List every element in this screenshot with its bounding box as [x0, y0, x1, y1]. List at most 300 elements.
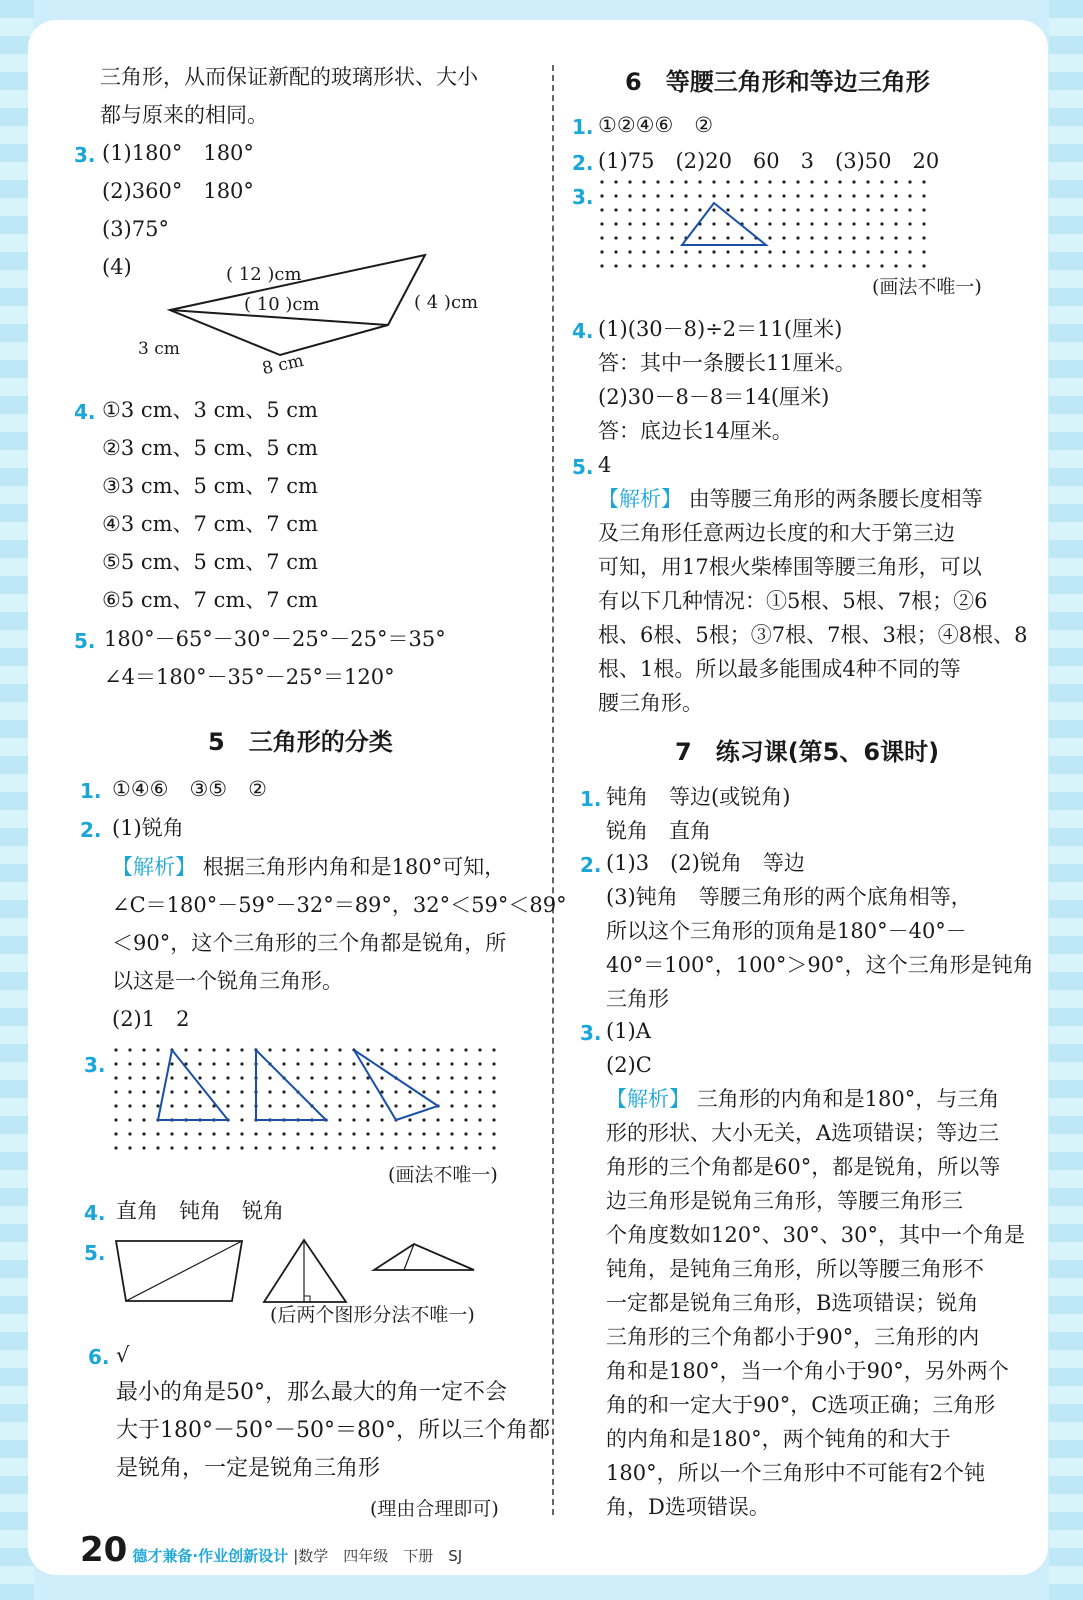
grid-dot	[754, 194, 757, 197]
figure-label-bottom: 8 cm	[260, 350, 306, 380]
explanation-line: 角和是180°，当一个角小于90°，另外两个	[606, 1359, 1009, 1383]
triangle	[354, 1050, 438, 1120]
explanation-line: 角，D选项错误。	[606, 1495, 770, 1519]
grid-dot	[142, 1132, 145, 1135]
grid-dot	[114, 1132, 117, 1135]
grid-dot	[656, 194, 659, 197]
grid-dot	[380, 1076, 383, 1079]
grid-dot	[324, 1048, 327, 1051]
grid-dot	[600, 222, 603, 225]
grid-dot	[128, 1118, 131, 1121]
explanation-line: ＜90°，这个三角形的三个角都是锐角，所	[112, 931, 507, 955]
explanation-line	[598, 484, 983, 514]
grid-dot	[478, 1104, 481, 1107]
grid-dot	[142, 1146, 145, 1149]
grid-dot	[894, 194, 897, 197]
grid-dot	[240, 1062, 243, 1065]
grid-dot	[614, 222, 617, 225]
grid-dot	[436, 1090, 439, 1093]
grid-dot	[642, 236, 645, 239]
grid-dot	[712, 208, 715, 211]
grid-dot	[656, 250, 659, 253]
grid-dot	[240, 1118, 243, 1121]
grid-dot	[184, 1048, 187, 1051]
grid-dot	[128, 1048, 131, 1051]
grid-dot	[198, 1062, 201, 1065]
grid-dot	[478, 1090, 481, 1093]
grid-dot	[422, 1048, 425, 1051]
grid-dot	[768, 250, 771, 253]
grid-dot	[198, 1146, 201, 1149]
grid-dot	[310, 1076, 313, 1079]
question-number: 6.	[88, 1345, 110, 1369]
grid-dot	[240, 1090, 243, 1093]
question-number: 5.	[74, 629, 96, 653]
grid-dot	[810, 208, 813, 211]
grid-dot	[782, 236, 785, 239]
grid-dot	[394, 1104, 397, 1107]
grid-dot	[380, 1118, 383, 1121]
grid-dot	[394, 1146, 397, 1149]
grid-dot	[866, 250, 869, 253]
grid-dot	[698, 208, 701, 211]
grid-dot	[464, 1076, 467, 1079]
grid-dot	[768, 236, 771, 239]
grid-dot	[866, 264, 869, 267]
grid-dot	[352, 1118, 355, 1121]
grid-dot	[128, 1132, 131, 1135]
grid-dot	[268, 1090, 271, 1093]
grid-dot	[366, 1118, 369, 1121]
grid-dot	[156, 1146, 159, 1149]
grid-dot	[464, 1146, 467, 1149]
explanation-line: 180°，所以一个三角形中不可能有2个钝	[606, 1461, 985, 1485]
grid-dot	[142, 1076, 145, 1079]
grid-dot	[726, 222, 729, 225]
grid-dot	[726, 194, 729, 197]
grid-dot	[866, 180, 869, 183]
explanation-line: 的内角和是180°，两个钝角的和大于	[606, 1427, 951, 1451]
grid-dot	[268, 1146, 271, 1149]
grid-dot	[628, 194, 631, 197]
grid-dot	[338, 1048, 341, 1051]
grid-dot	[366, 1146, 369, 1149]
grid-dot	[296, 1076, 299, 1079]
grid-dot	[226, 1076, 229, 1079]
grid-dot	[422, 1132, 425, 1135]
grid-dot	[670, 180, 673, 183]
grid-dot	[838, 236, 841, 239]
grid-dot	[810, 194, 813, 197]
grid-dot	[670, 194, 673, 197]
grid-dot	[422, 1118, 425, 1121]
grid-dot	[492, 1062, 495, 1065]
grid-dot	[352, 1132, 355, 1135]
grid-dot	[492, 1146, 495, 1149]
grid-dot	[408, 1076, 411, 1079]
figure-label-top: ( 12 )cm	[226, 264, 302, 285]
grid-dot	[894, 236, 897, 239]
grid-dot	[422, 1076, 425, 1079]
grid-dot	[324, 1104, 327, 1107]
question-number: 4.	[84, 1201, 106, 1225]
grid-dot	[796, 180, 799, 183]
grid-dot	[450, 1062, 453, 1065]
explanation-line: 角形的三个角都是60°，都是锐角，所以等	[606, 1155, 1001, 1179]
answer: (1)A	[606, 1019, 651, 1043]
grid-dot	[142, 1062, 145, 1065]
grid-dot	[142, 1118, 145, 1121]
grid-dot	[240, 1048, 243, 1051]
grid-dot	[642, 180, 645, 183]
explanation-line: 根、6根、5根；③7根、7根、3根；④8根、8	[598, 623, 1028, 647]
grid-dot	[726, 180, 729, 183]
explanation-text: 由等腰三角形的两条腰长度相等	[688, 487, 983, 511]
grid-dot	[712, 180, 715, 183]
grid-dot	[324, 1146, 327, 1149]
column-divider	[552, 65, 554, 1515]
note: (画法不唯一)	[872, 276, 982, 298]
grid-dot	[268, 1104, 271, 1107]
grid-dot	[796, 250, 799, 253]
grid-dot	[394, 1062, 397, 1065]
grid-dot	[782, 264, 785, 267]
explanation-line: 钝角，是钝角三角形，所以等腰三角形不	[606, 1257, 984, 1281]
page-number: 20	[80, 1530, 128, 1570]
answer: 180°－65°－30°－25°－25°＝35°	[104, 627, 446, 651]
grid-dot	[436, 1048, 439, 1051]
grid-dot	[282, 1090, 285, 1093]
grid-dot	[894, 208, 897, 211]
answer: 40°＝100°，100°＞90°，这个三角形是钝角	[606, 953, 1034, 977]
explanation-line: 及三角形任意两边长度的和大于第三边	[598, 521, 955, 545]
grid-dot	[642, 250, 645, 253]
grid-dot	[450, 1146, 453, 1149]
grid-dot	[922, 222, 925, 225]
grid-dot	[478, 1076, 481, 1079]
answer: (2)C	[606, 1053, 652, 1077]
grid-dot	[824, 194, 827, 197]
grid-dot	[852, 208, 855, 211]
grid-dot	[600, 264, 603, 267]
explanation-line: 根、1根。所以最多能围成4种不同的等	[598, 657, 961, 681]
grid-dot	[768, 264, 771, 267]
grid-dot	[754, 222, 757, 225]
grid-dot	[310, 1062, 313, 1065]
grid-dot	[352, 1076, 355, 1079]
grid-dot	[226, 1048, 229, 1051]
grid-dot	[394, 1132, 397, 1135]
grid-dot	[170, 1146, 173, 1149]
grid-dot	[866, 222, 869, 225]
grid-dot	[282, 1104, 285, 1107]
question-number: 2.	[572, 151, 594, 175]
answer: ①④⑥ ③⑤ ②	[112, 777, 267, 801]
grid-dot	[642, 194, 645, 197]
grid-dot	[282, 1048, 285, 1051]
grid-dot	[614, 264, 617, 267]
grid-dot	[740, 208, 743, 211]
grid-dot	[226, 1090, 229, 1093]
grid-dot	[880, 180, 883, 183]
grid-dot	[908, 236, 911, 239]
grid-dot	[142, 1090, 145, 1093]
grid-dot	[492, 1118, 495, 1121]
grid-dot	[114, 1062, 117, 1065]
question-number: 3.	[84, 1053, 106, 1077]
question-number: 5.	[84, 1241, 106, 1265]
grid-dot	[296, 1062, 299, 1065]
grid-dot	[684, 194, 687, 197]
explanation-line: 边三角形是锐角三角形，等腰三角形三	[606, 1189, 963, 1213]
grid-dot	[282, 1132, 285, 1135]
right-wave-border	[1049, 0, 1083, 1600]
grid-dot	[810, 222, 813, 225]
explanation-line: 个角度数如120°、30°、30°，其中一个角是	[606, 1223, 1026, 1247]
question-number: 2.	[80, 818, 102, 842]
grid-dot	[450, 1132, 453, 1135]
grid-dot	[352, 1104, 355, 1107]
answer: 锐角 直角	[606, 819, 711, 843]
grid-dot	[170, 1104, 173, 1107]
grid-dot	[852, 264, 855, 267]
grid-dot	[600, 194, 603, 197]
grid-dot	[796, 264, 799, 267]
note: (后两个图形分法不唯一)	[270, 1304, 475, 1326]
grid-dot	[614, 180, 617, 183]
grid-dot	[628, 180, 631, 183]
text-line: 三角形，从而保证新配的玻璃形状、大小	[100, 65, 478, 89]
explanation-tag: 【解析】	[112, 855, 196, 879]
grid-dot	[114, 1090, 117, 1093]
grid-dot	[698, 264, 701, 267]
grid-dot	[642, 208, 645, 211]
grid-dot	[614, 194, 617, 197]
grid-dot	[614, 208, 617, 211]
grid-dot	[782, 222, 785, 225]
grid-dot	[212, 1090, 215, 1093]
grid-dot	[114, 1118, 117, 1121]
grid-dot	[282, 1062, 285, 1065]
explanation-line: 角的和一定大于90°，C选项正确；三角形	[606, 1393, 996, 1417]
grid-dot	[338, 1146, 341, 1149]
grid-dot	[880, 222, 883, 225]
grid-dot	[492, 1090, 495, 1093]
triangle	[256, 1050, 326, 1120]
grid-dot	[226, 1062, 229, 1065]
grid-dot	[614, 236, 617, 239]
grid-dot	[824, 208, 827, 211]
grid-dot	[656, 222, 659, 225]
grid-dot	[324, 1090, 327, 1093]
grid-dot	[380, 1062, 383, 1065]
explanation-tag: 【解析】	[606, 1087, 690, 1111]
question-number: 4.	[572, 319, 594, 343]
grid-dot	[726, 250, 729, 253]
answer: (1)180° 180°	[102, 141, 254, 165]
grid-dot	[408, 1146, 411, 1149]
answer: (4)	[102, 255, 132, 279]
grid-dot	[698, 180, 701, 183]
grid-dot	[768, 208, 771, 211]
grid-dot	[852, 194, 855, 197]
grid-dot	[740, 264, 743, 267]
grid-dot	[380, 1132, 383, 1135]
grid-dot	[184, 1104, 187, 1107]
grid-dot	[838, 222, 841, 225]
grid-dot	[866, 208, 869, 211]
footer	[80, 1530, 462, 1570]
grid-dot	[684, 180, 687, 183]
grid-dot	[600, 180, 603, 183]
grid-dot	[366, 1104, 369, 1107]
grid-dot	[128, 1104, 131, 1107]
grid-dot	[628, 222, 631, 225]
grid-dot	[922, 264, 925, 267]
grid-dot	[436, 1062, 439, 1065]
grid-dot	[478, 1146, 481, 1149]
dot-grid-isosceles	[598, 178, 928, 274]
grid-dot	[240, 1146, 243, 1149]
explanation-line: 一定都是锐角三角形，B选项错误；锐角	[606, 1291, 979, 1315]
grid-dot	[478, 1048, 481, 1051]
grid-dot	[156, 1076, 159, 1079]
question-number: 1.	[580, 787, 602, 811]
grid-dot	[478, 1062, 481, 1065]
grid-dot	[628, 208, 631, 211]
grid-dot	[366, 1090, 369, 1093]
grid-dot	[156, 1048, 159, 1051]
grid-dot	[894, 180, 897, 183]
grid-dot	[436, 1132, 439, 1135]
grid-dot	[324, 1062, 327, 1065]
grid-dot	[170, 1076, 173, 1079]
answer: (1)75 (2)20 60 3 (3)50 20	[598, 149, 940, 173]
grid-dot	[324, 1076, 327, 1079]
grid-dot	[838, 180, 841, 183]
grid-dot	[142, 1048, 145, 1051]
grid-dot	[880, 236, 883, 239]
grid-dot	[408, 1132, 411, 1135]
grid-dot	[170, 1132, 173, 1135]
grid-dot	[464, 1118, 467, 1121]
grid-dot	[768, 194, 771, 197]
brand-name: 德才兼备·作业创新设计	[132, 1547, 289, 1565]
grid-dot	[768, 222, 771, 225]
explanation-tag: 【解析】	[598, 487, 682, 511]
grid-dot	[698, 250, 701, 253]
grid-dot	[464, 1090, 467, 1093]
grid-dot	[894, 264, 897, 267]
grid-dot	[656, 236, 659, 239]
grid-dot	[740, 250, 743, 253]
grid-dot	[600, 250, 603, 253]
list-item: ④3 cm、7 cm、7 cm	[102, 512, 318, 536]
grid-dot	[464, 1062, 467, 1065]
grid-dot	[712, 236, 715, 239]
grid-dot	[254, 1132, 257, 1135]
grid-dot	[464, 1048, 467, 1051]
grid-dot	[712, 264, 715, 267]
grid-dot	[698, 236, 701, 239]
grid-dot	[408, 1104, 411, 1107]
grid-dot	[366, 1048, 369, 1051]
grid-dot	[782, 250, 785, 253]
grid-dot	[810, 264, 813, 267]
grid-dot	[198, 1132, 201, 1135]
grid-dot	[212, 1062, 215, 1065]
grid-dot	[212, 1132, 215, 1135]
grid-dot	[740, 180, 743, 183]
grid-dot	[478, 1132, 481, 1135]
grid-dot	[754, 208, 757, 211]
grid-dot	[352, 1146, 355, 1149]
grid-dot	[492, 1132, 495, 1135]
grid-dot	[114, 1104, 117, 1107]
grid-dot	[726, 208, 729, 211]
grid-dot	[838, 250, 841, 253]
grid-dot	[740, 236, 743, 239]
grid-dot	[114, 1048, 117, 1051]
grid-dot	[768, 180, 771, 183]
grid-dot	[310, 1090, 313, 1093]
grid-dot	[712, 194, 715, 197]
answer: 三角形	[606, 987, 669, 1011]
grid-dot	[712, 222, 715, 225]
grid-dot	[922, 236, 925, 239]
grid-dot	[754, 250, 757, 253]
grid-dot	[782, 180, 785, 183]
grid-dot	[422, 1062, 425, 1065]
answer: 钝角 等边(或锐角)	[606, 785, 791, 809]
grid-dot	[114, 1146, 117, 1149]
grid-dot	[366, 1132, 369, 1135]
grid-dot	[922, 208, 925, 211]
list-item: ⑥5 cm、7 cm、7 cm	[102, 588, 318, 612]
figure-label-mid: ( 10 )cm	[244, 294, 320, 315]
grid-dot	[838, 264, 841, 267]
grid-dot	[198, 1048, 201, 1051]
grid-dot	[338, 1118, 341, 1121]
grid-dot	[296, 1132, 299, 1135]
grid-dot	[852, 236, 855, 239]
grid-dot	[880, 264, 883, 267]
grid-dot	[782, 194, 785, 197]
grid-dot	[226, 1104, 229, 1107]
grid-dot	[614, 250, 617, 253]
explanation-text: 三角形的内角和是180°，与三角	[696, 1087, 1000, 1111]
answer: ①②④⑥ ②	[598, 113, 714, 137]
answer: 4	[598, 453, 612, 477]
answer: √	[116, 1343, 130, 1367]
answer: (2)1 2	[112, 1007, 190, 1031]
grid-dot	[184, 1090, 187, 1093]
grid-dot	[670, 264, 673, 267]
grid-dot	[422, 1090, 425, 1093]
grid-dot	[184, 1146, 187, 1149]
grid-dot	[198, 1104, 201, 1107]
grid-dot	[408, 1118, 411, 1121]
grid-dot	[338, 1132, 341, 1135]
grid-dot	[670, 208, 673, 211]
grid-dot	[408, 1090, 411, 1093]
question-number: 3.	[580, 1021, 602, 1045]
grid-dot	[128, 1062, 131, 1065]
grid-dot	[712, 250, 715, 253]
grid-dot	[726, 264, 729, 267]
grid-dot	[754, 180, 757, 183]
grid-dot	[436, 1118, 439, 1121]
